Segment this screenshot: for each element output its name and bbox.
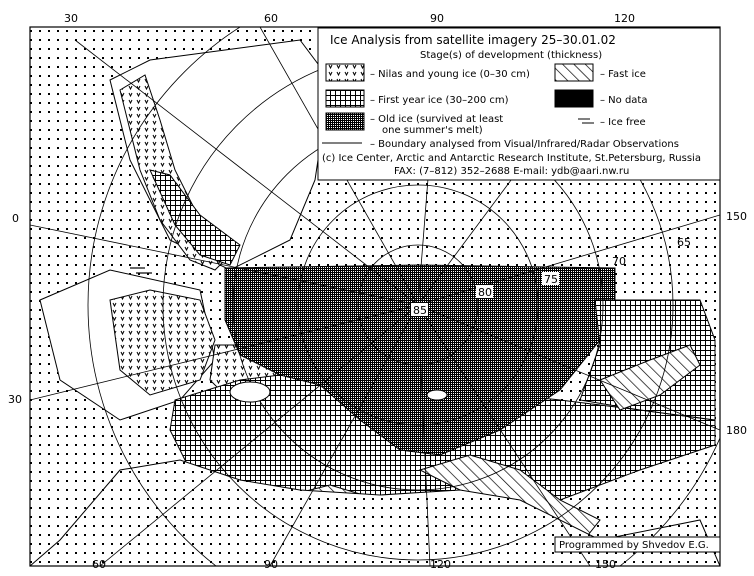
lon-label-top: 60	[264, 12, 278, 25]
swatch-old-ice	[326, 113, 364, 130]
legend	[318, 28, 720, 180]
lon-label-bottom: 90	[264, 558, 278, 571]
lat-label-inner: 70	[612, 255, 626, 268]
legend-title: Ice Analysis from satellite imagery 25–30.01.02	[330, 33, 616, 47]
lon-label-right: 150	[726, 210, 747, 223]
swatch-no-data	[555, 90, 593, 107]
lat-label-inner: 80	[478, 286, 492, 299]
legend-ice-free: – Ice free	[600, 117, 646, 128]
island	[230, 382, 270, 402]
legend-contact: FAX: (7–812) 352–2688 E-mail: ydb@aari.nw.ru	[394, 166, 630, 177]
legend-old-ice-1: – Old ice (survived at least	[370, 114, 504, 125]
programmer-credit	[555, 537, 720, 552]
lat-label-inner: 85	[413, 304, 427, 317]
lat-label-inner: 65	[677, 236, 691, 249]
lat-label-box	[411, 303, 428, 317]
swatch-fast-ice	[555, 64, 593, 81]
legend-nilas: – Nilas and young ice (0–30 cm)	[370, 69, 530, 80]
legend-first-year: – First year ice (30–200 cm)	[370, 95, 509, 106]
legend-fast-ice: – Fast ice	[600, 69, 646, 80]
swatch-nilas	[326, 64, 364, 81]
lon-label-bottom: 120	[430, 558, 451, 571]
lon-label-bottom: 60	[92, 558, 106, 571]
lat-label-left: 0	[12, 212, 19, 225]
programmer-credit-text: Programmed by Shvedov E.G.	[559, 540, 709, 551]
legend-old-ice-2: one summer's melt)	[382, 125, 483, 136]
legend-credit: (c) Ice Center, Arctic and Antarctic Research Institute, St.Petersburg, Russia	[322, 153, 701, 164]
lat-label-inner: 75	[544, 273, 558, 286]
lat-label-left: 30	[8, 393, 22, 406]
lon-label-top: 120	[614, 12, 635, 25]
island	[427, 390, 447, 400]
legend-no-data: – No data	[600, 95, 648, 106]
swatch-first-year	[326, 90, 364, 107]
lon-label-bottom: 150	[595, 558, 616, 571]
legend-boundary: – Boundary analysed from Visual/Infrared/Radar Observations	[370, 139, 679, 150]
lat-label-box	[476, 285, 493, 299]
lon-label-top: 30	[64, 12, 78, 25]
lon-label-right: 180	[726, 424, 747, 437]
lat-label-box	[542, 272, 559, 286]
lon-label-top: 90	[430, 12, 444, 25]
legend-subtitle: Stage(s) of development (thickness)	[420, 50, 603, 61]
